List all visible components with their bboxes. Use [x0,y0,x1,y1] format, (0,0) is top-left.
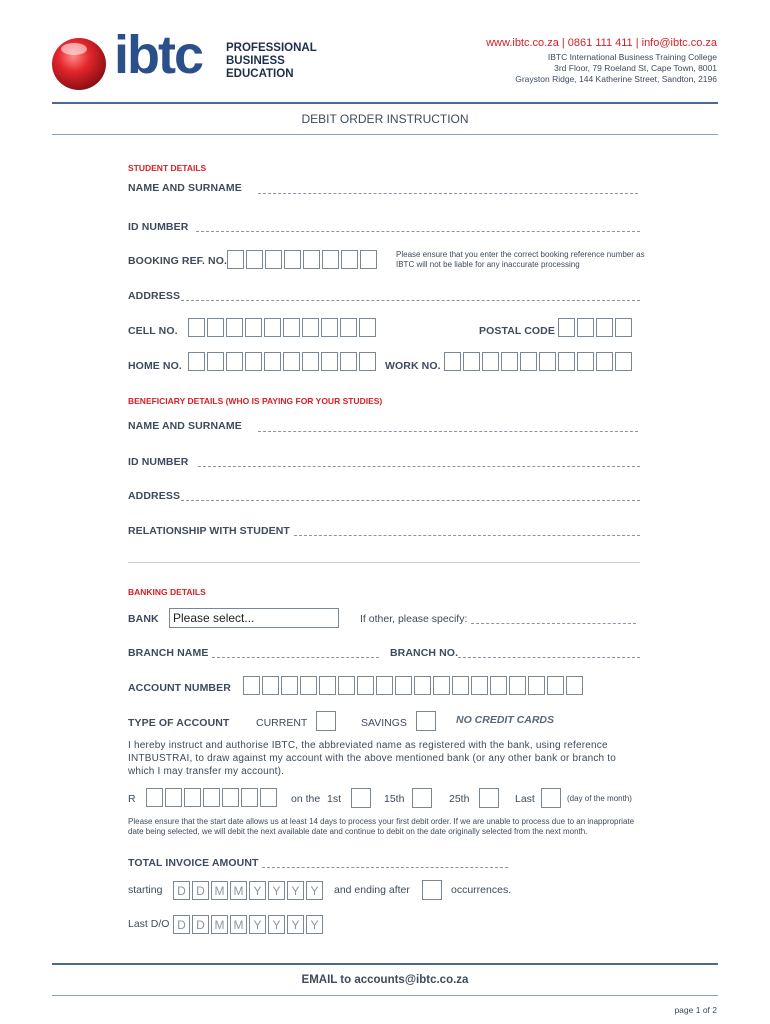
date-box[interactable]: Y [306,915,323,934]
digit-box[interactable] [188,352,205,371]
digit-box[interactable] [596,318,613,337]
digit-box[interactable] [341,250,358,269]
digit-box[interactable] [577,318,594,337]
digit-box[interactable] [321,352,338,371]
digit-box[interactable] [558,352,575,371]
digit-box[interactable] [615,318,632,337]
day-1st-checkbox[interactable] [351,788,371,808]
digit-box[interactable] [395,676,412,695]
digit-box[interactable] [222,788,239,807]
digit-box[interactable] [302,352,319,371]
branch-name-label: BRANCH NAME [128,647,209,659]
bank-select[interactable] [169,608,339,628]
starting-label: starting [128,884,163,896]
footer-rule-thin [52,995,718,996]
day-15th-checkbox[interactable] [412,788,432,808]
digit-box[interactable] [303,250,320,269]
banking-divider [128,562,640,563]
current-label: CURRENT [256,717,308,729]
beneficiary-address-field[interactable] [181,500,640,501]
date-box[interactable]: D [192,915,209,934]
digit-box[interactable] [482,352,499,371]
digit-box[interactable] [319,676,336,695]
banking-heading: BANKING DETAILS [128,587,206,597]
date-box[interactable]: Y [306,881,323,900]
branch-no-label: BRANCH NO. [390,647,459,659]
booking-note: Please ensure that you enter the correct booking reference number as IBTC will not be liable for any inaccurate processing [396,250,645,269]
digit-box[interactable] [227,250,244,269]
logo-word: ibtc [114,25,203,85]
college-address-1: 3rd Floor, 79 Roeland St, Cape Town, 8001 [554,63,717,73]
digit-box[interactable] [260,788,277,807]
digit-box[interactable] [165,788,182,807]
digit-box[interactable] [433,676,450,695]
digit-box[interactable] [243,676,260,695]
college-name: IBTC International Business Training College [547,52,717,62]
booking-ref-label: BOOKING REF. NO. [128,255,228,267]
digit-box[interactable] [300,676,317,695]
date-box[interactable]: Y [249,915,266,934]
digit-box[interactable] [207,318,224,337]
digit-box[interactable] [321,318,338,337]
digit-box[interactable] [528,676,545,695]
date-box[interactable]: M [230,881,247,900]
beneficiary-name-field[interactable] [258,431,638,432]
beneficiary-address-label: ADDRESS [128,490,181,502]
savings-checkbox[interactable] [416,711,436,731]
total-invoice-label: TOTAL INVOICE AMOUNT [128,857,259,869]
digit-box[interactable] [452,676,469,695]
digit-box[interactable] [566,676,583,695]
start-date-note: Please ensure that the start date allows us at least 14 days to process your first debit order. If we are unable to process due to an inappropriate date being selected, we will debit the next available date and continue to debit on the date originally selected from the next month. [128,817,635,836]
digit-box[interactable] [376,676,393,695]
digit-box[interactable] [265,250,282,269]
day-1st-label: 1st [327,793,342,805]
date-box[interactable]: Y [249,881,266,900]
account-type-label: TYPE OF ACCOUNT [128,717,230,729]
current-checkbox[interactable] [316,711,336,731]
date-box[interactable]: Y [268,881,285,900]
digit-box[interactable] [146,788,163,807]
digit-box[interactable] [207,352,224,371]
account-number-label: ACCOUNT NUMBER [128,682,231,694]
digit-box[interactable] [615,352,632,371]
digit-box[interactable] [264,352,281,371]
digit-box[interactable] [245,318,262,337]
date-box[interactable]: Y [287,881,304,900]
other-bank-field[interactable] [471,623,636,624]
account-number-boxes[interactable] [243,676,585,695]
day-25th-label: 25th [449,793,470,805]
digit-box[interactable] [338,676,355,695]
header-rule [52,102,718,104]
day-of-month-note: (day of the month) [567,794,632,803]
tagline-line-3: EDUCATION [226,68,294,80]
digit-box[interactable] [444,352,461,371]
digit-box[interactable] [283,352,300,371]
other-bank-label: If other, please specify: [360,613,468,625]
work-no-label: WORK NO. [385,360,441,372]
digit-box[interactable] [284,250,301,269]
digit-box[interactable] [360,250,377,269]
cell-boxes[interactable] [188,318,378,337]
digit-box[interactable] [226,352,243,371]
postal-code-label: POSTAL CODE [479,325,555,337]
digit-box[interactable] [241,788,258,807]
digit-box[interactable] [490,676,507,695]
ending-after-label: and ending after [334,884,410,896]
title-rule [52,134,718,135]
digit-box[interactable] [539,352,556,371]
student-name-field[interactable] [258,193,638,194]
digit-box[interactable] [340,352,357,371]
branch-no-field[interactable] [458,657,640,658]
savings-label: SAVINGS [361,717,407,729]
digit-box[interactable] [414,676,431,695]
relationship-label: RELATIONSHIP WITH STUDENT [128,525,290,537]
digit-box[interactable] [184,788,201,807]
occurrences-box[interactable] [422,880,442,900]
digit-box[interactable] [501,352,518,371]
branch-name-field[interactable] [212,657,379,658]
beneficiary-heading: BENEFICIARY DETAILS (WHO IS PAYING FOR YOUR STUDIES) [128,396,383,406]
digit-box[interactable] [188,318,205,337]
digit-box[interactable] [283,318,300,337]
logo-tagline [226,42,317,81]
day-15th-label: 15th [384,793,405,805]
student-id-field[interactable] [196,231,640,232]
starting-date-boxes[interactable] [173,881,325,900]
email-line[interactable]: EMAIL to accounts@ibtc.co.za [301,974,469,986]
day-25th-checkbox[interactable] [479,788,499,808]
digit-box[interactable] [357,676,374,695]
last-do-label: Last D/O [128,918,170,930]
date-box[interactable]: M [211,915,228,934]
digit-box[interactable] [463,352,480,371]
digit-box[interactable] [340,318,357,337]
digit-box[interactable] [281,676,298,695]
occurrences-label: occurrences. [451,884,512,896]
last-do-date-boxes[interactable] [173,915,325,934]
home-no-label: HOME NO. [128,360,182,372]
digit-box[interactable] [302,318,319,337]
digit-box[interactable] [245,352,262,371]
student-id-label: ID NUMBER [128,221,189,233]
tagline-line-2: BUSINESS [226,55,285,67]
date-box[interactable]: D [173,881,190,900]
digit-box[interactable] [596,352,613,371]
logo-sphere-icon [50,34,108,92]
college-address-2: Grayston Ridge, 144 Katherine Street, Sandton, 2196 [515,74,717,84]
day-last-checkbox[interactable] [541,788,561,808]
amount-boxes[interactable] [146,788,279,807]
digit-box[interactable] [226,318,243,337]
postal-code-boxes[interactable] [558,318,634,337]
footer-rule [52,963,718,965]
digit-box[interactable] [359,352,376,371]
tagline-line-1: PROFESSIONAL [226,42,317,54]
date-box[interactable]: Y [287,915,304,934]
on-the-label: on the [291,793,321,805]
digit-box[interactable] [262,676,279,695]
home-no-boxes[interactable] [188,352,378,371]
bank-select-value: Please select... [173,611,255,625]
digit-box[interactable] [322,250,339,269]
contact-line[interactable]: www.ibtc.co.za | 0861 111 411 | info@ibtc.co.za [486,37,717,49]
digit-box[interactable] [359,318,376,337]
date-box[interactable]: M [211,881,228,900]
cell-label: CELL NO. [128,325,178,337]
date-box[interactable]: D [173,915,190,934]
work-no-boxes[interactable] [444,352,634,371]
amount-r-label: R [128,793,136,805]
date-box[interactable]: Y [268,915,285,934]
authorise-text: I hereby instruct and authorise IBTC, the abbreviated name as registered with the bank, using reference INTBUSTRAI, to draw against my account with the above mentioned bank (or any other bank or branch to which I may transfer my account). [128,740,617,777]
day-last-label: Last [515,793,535,805]
beneficiary-name-label: NAME AND SURNAME [128,420,242,432]
page-number: page 1 of 2 [674,1005,717,1015]
booking-ref-boxes[interactable] [227,250,379,269]
page-title: DEBIT ORDER INSTRUCTION [301,112,469,126]
digit-box[interactable] [246,250,263,269]
no-credit-cards: NO CREDIT CARDS [456,714,555,726]
student-name-label: NAME AND SURNAME [128,182,242,194]
digit-box[interactable] [264,318,281,337]
beneficiary-id-label: ID NUMBER [128,456,189,468]
student-address-field[interactable] [181,300,640,301]
digit-box[interactable] [471,676,488,695]
digit-box[interactable] [577,352,594,371]
digit-box[interactable] [558,318,575,337]
digit-box[interactable] [520,352,537,371]
bank-label: BANK [128,613,159,625]
relationship-field[interactable] [294,535,640,536]
digit-box[interactable] [203,788,220,807]
digit-box[interactable] [547,676,564,695]
total-invoice-field[interactable] [262,867,508,868]
date-box[interactable]: D [192,881,209,900]
logo [50,25,330,94]
date-box[interactable]: M [230,915,247,934]
digit-box[interactable] [509,676,526,695]
beneficiary-id-field[interactable] [198,466,640,467]
student-address-label: ADDRESS [128,290,181,302]
student-heading: STUDENT DETAILS [128,163,207,173]
